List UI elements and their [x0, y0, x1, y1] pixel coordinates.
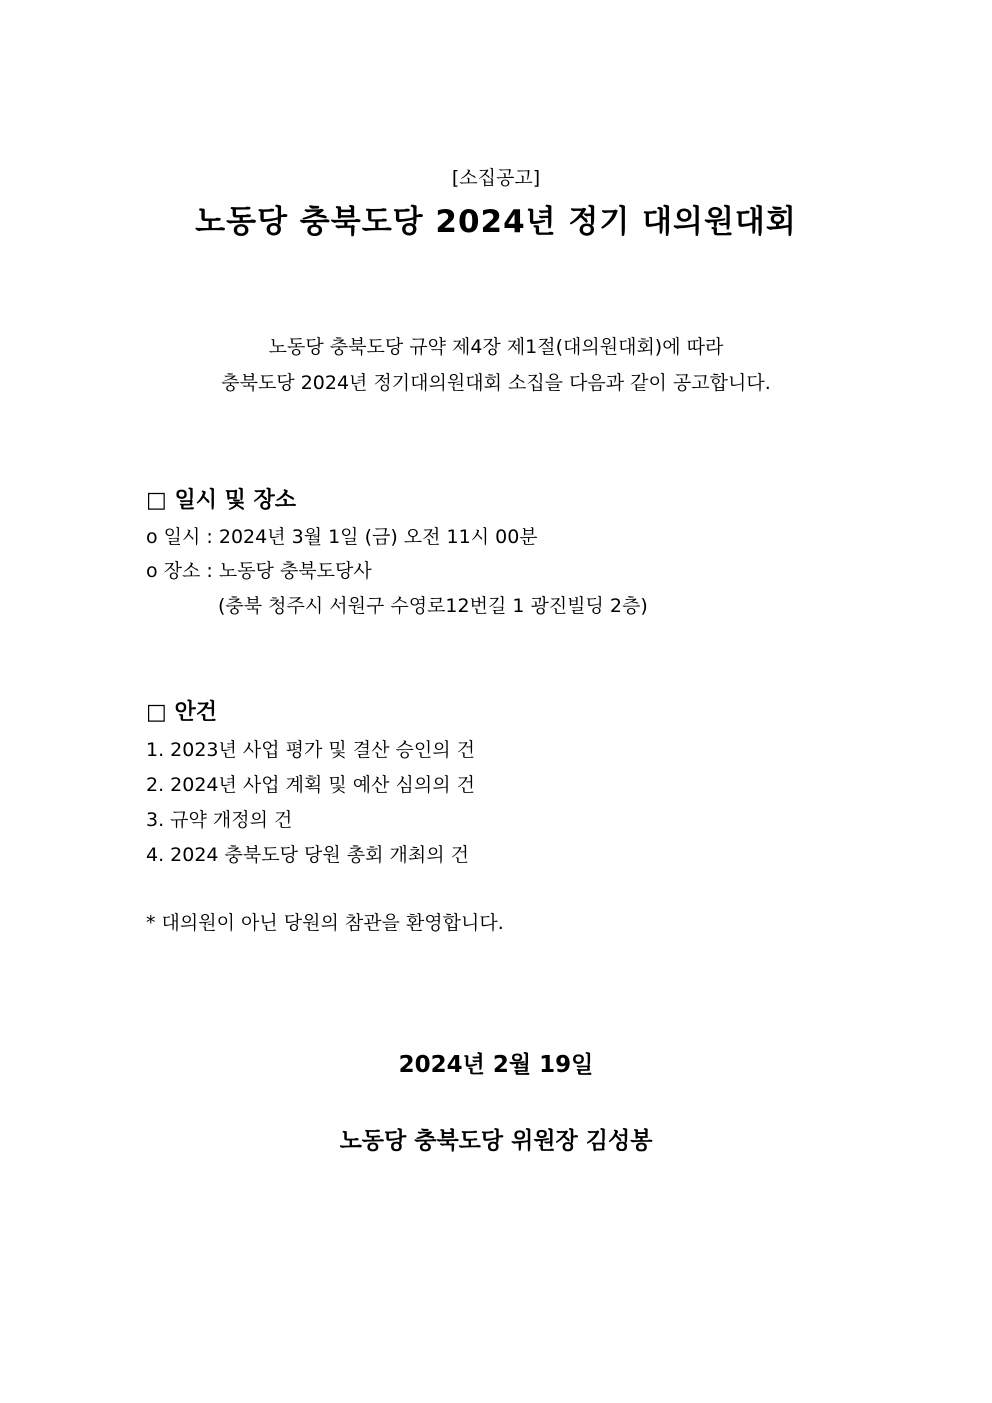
notice-date: 2024년 2월 19일	[398, 1052, 594, 1078]
agenda-item: 2. 2024년 사업 계획 및 예산 심의의 건	[146, 774, 476, 796]
notice-label: [소집공고]	[451, 167, 541, 189]
agenda-item: 3. 규약 개정의 건	[146, 809, 293, 831]
schedule-place: o 장소 : 노동당 충북도당사	[146, 560, 372, 582]
schedule-heading: □ 일시 및 장소	[146, 488, 297, 513]
observer-note: * 대의원이 아닌 당원의 참관을 환영합니다.	[146, 912, 504, 934]
intro-line-1: 노동당 충북도당 규약 제4장 제1절(대의원대회)에 따라	[268, 336, 724, 358]
schedule-address: (충북 청주시 서원구 수영로12번길 1 광진빌딩 2층)	[218, 595, 648, 617]
signature: 노동당 충북도당 위원장 김성봉	[339, 1128, 653, 1154]
agenda-item: 1. 2023년 사업 평가 및 결산 승인의 건	[146, 739, 476, 761]
agenda-item: 4. 2024 충북도당 당원 총회 개최의 건	[146, 844, 469, 866]
schedule-datetime: o 일시 : 2024년 3월 1일 (금) 오전 11시 00분	[146, 526, 538, 548]
agenda-heading: □ 안건	[146, 700, 217, 725]
page-title: 노동당 충북도당 2024년 정기 대의원대회	[195, 204, 797, 240]
intro-line-2: 충북도당 2024년 정기대의원대회 소집을 다음과 같이 공고합니다.	[221, 372, 771, 394]
